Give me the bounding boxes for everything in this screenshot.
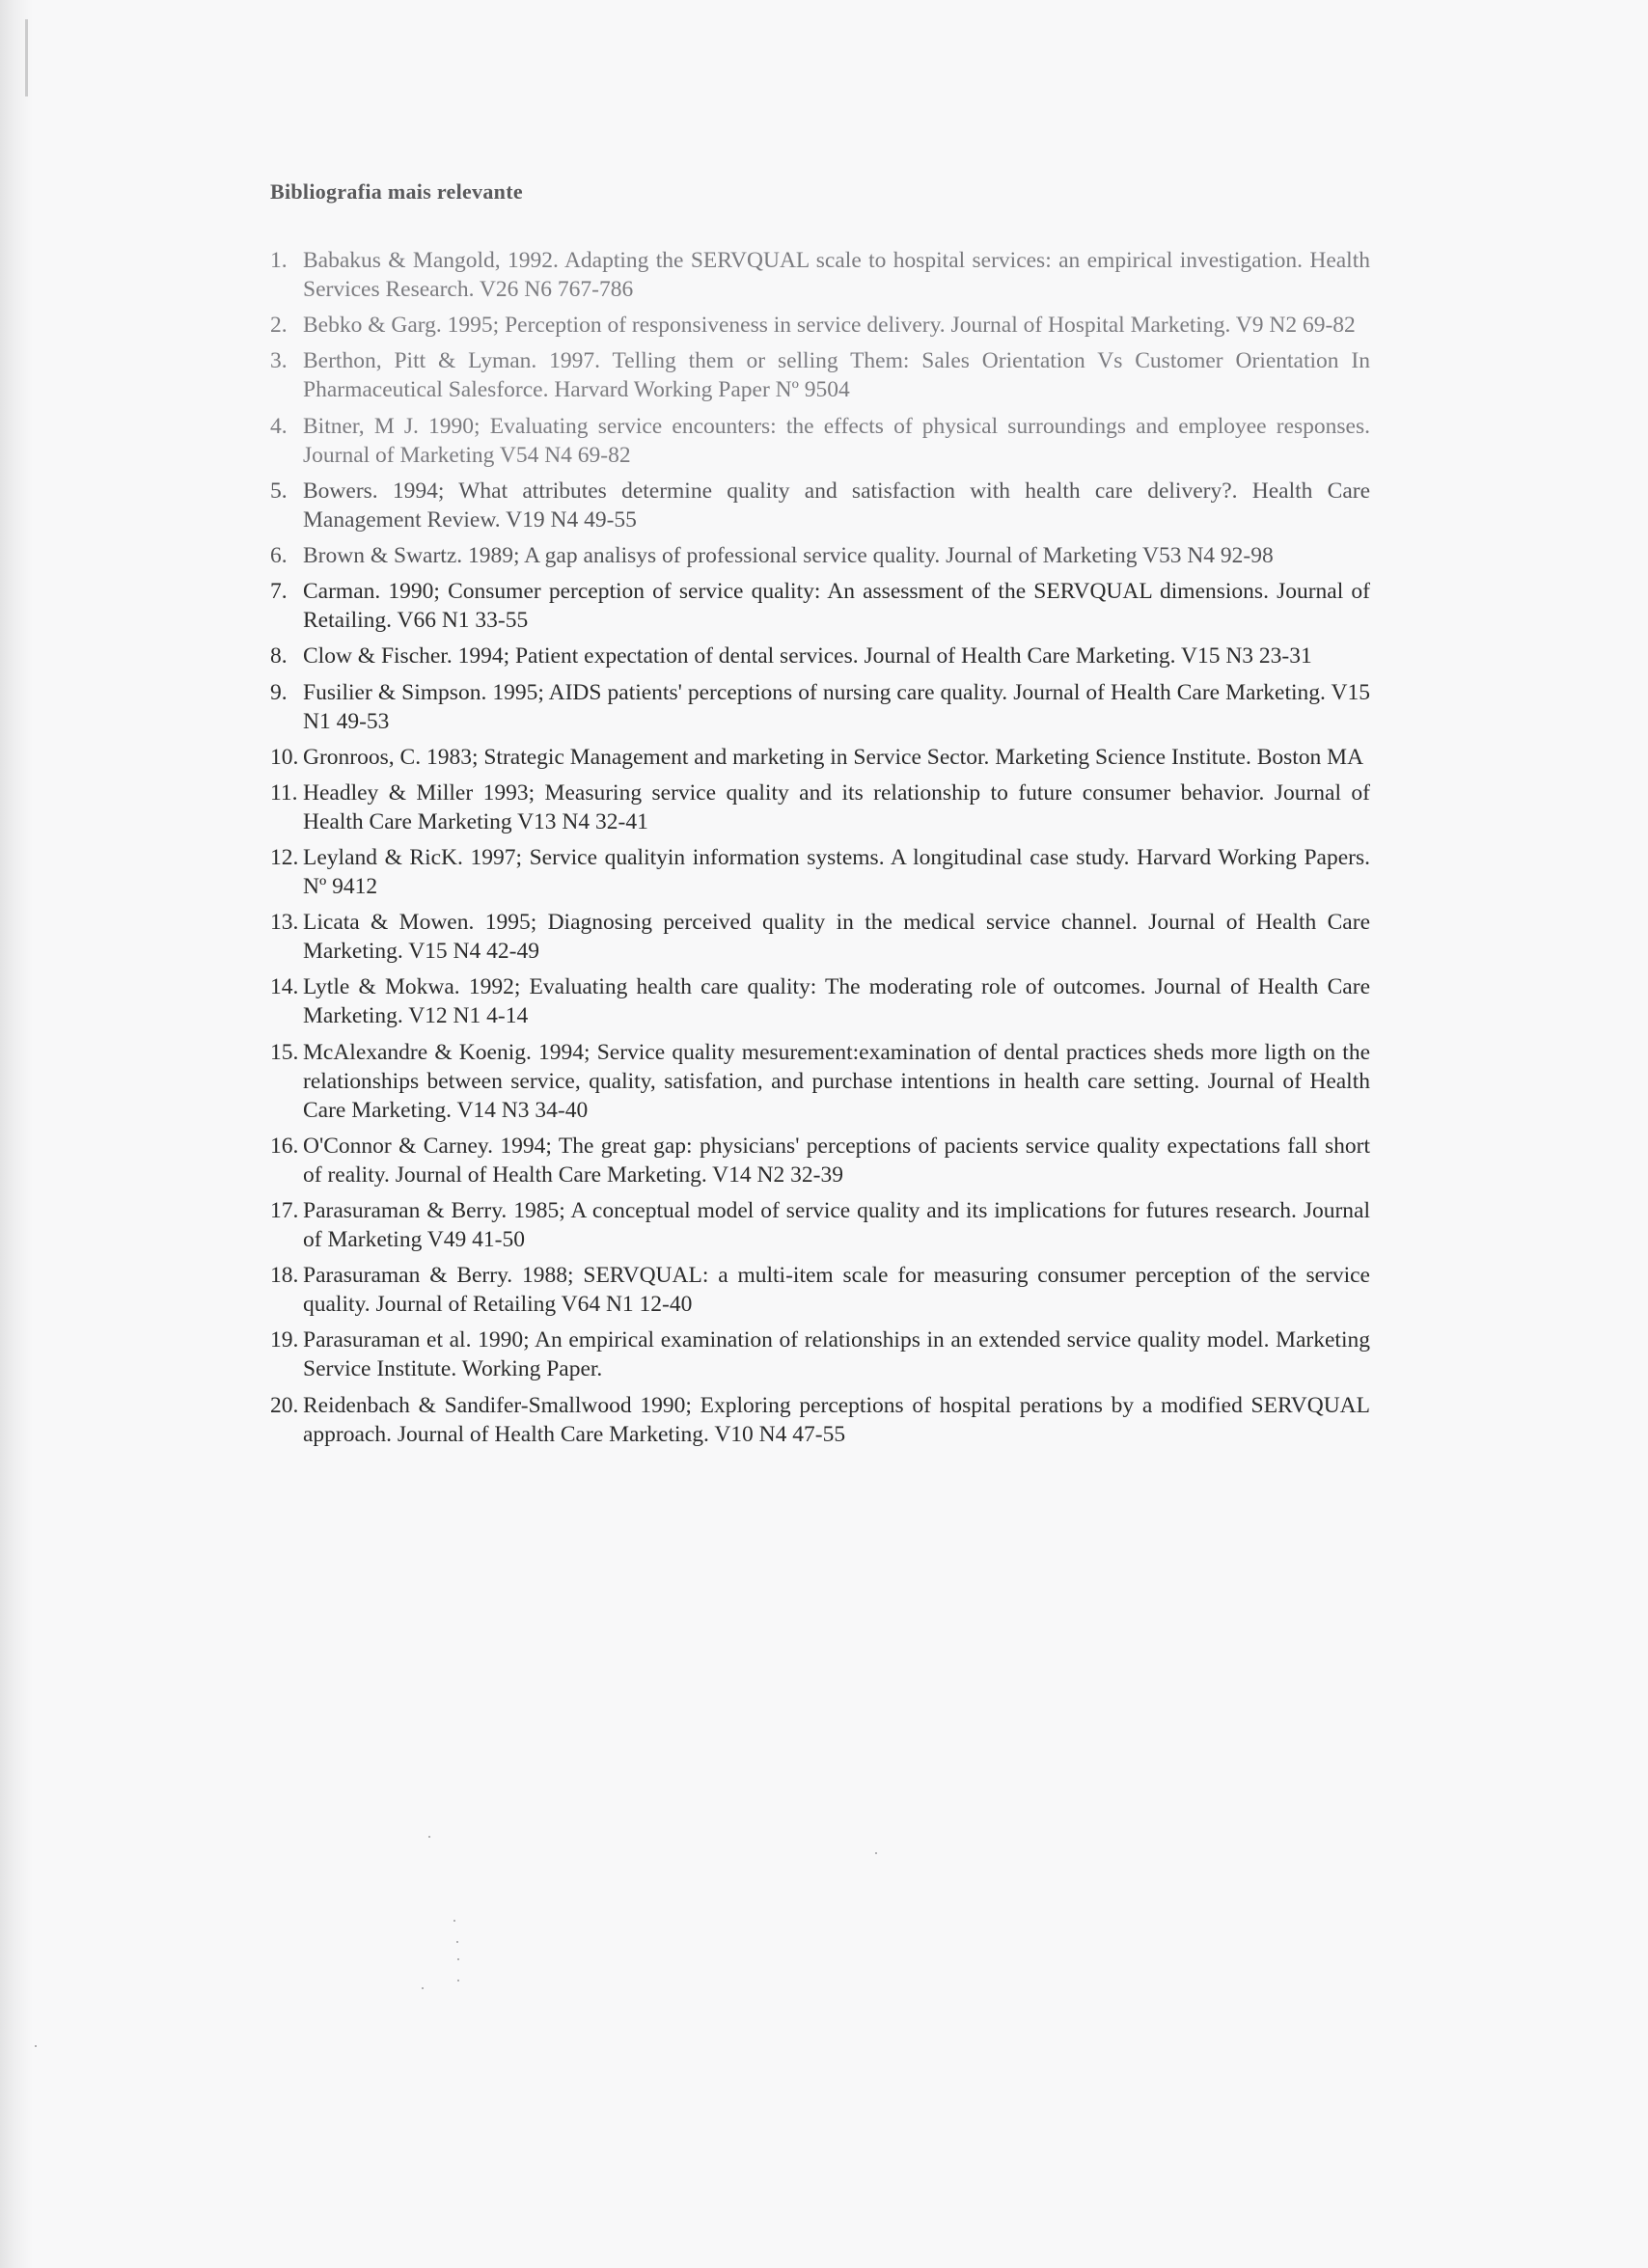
scan-speck [35,2045,37,2047]
reference-item [270,577,1370,635]
reference-item [270,1391,1370,1449]
page-heading: Bibliografia mais relevante [270,179,523,204]
reference-item [270,908,1370,966]
reference-number: 4. [270,413,288,439]
reference-item [270,1325,1370,1383]
reference-number: 16. [270,1133,299,1159]
reference-item [270,477,1370,534]
reference-item [270,346,1370,404]
reference-text: Licata & Mowen. 1995; Diagnosing perceived quality in the medical service channel. Journal of Health Care Marketing. V15 N4 42-49 [303,910,1370,965]
reference-number: 15. [270,1039,299,1065]
reference-item [270,678,1370,736]
scan-speck [457,1980,459,1981]
binding-shadow [0,0,33,2268]
reference-text: Parasuraman & Berry. 1988; SERVQUAL: a multi-item scale for measuring consumer perception of the service quality. Journal of Retailing V64 N1 12-40 [303,1263,1370,1318]
reference-item [270,1261,1370,1319]
reference-text: Leyland & RicK. 1997; Service qualityin information systems. A longitudinal case study. Harvard Working Papers. Nº 9412 [303,845,1370,900]
reference-item [270,246,1370,304]
reference-number: 1. [270,248,288,273]
reference-text: Headley & Miller 1993; Measuring service quality and its relationship to future consumer behavior. Journal of Health Care Marketing V13 N4 32-41 [303,779,1370,834]
reference-list [270,246,1370,1456]
reference-number: 5. [270,478,288,504]
reference-text: Reidenbach & Sandifer-Smallwood 1990; Exploring perceptions of hospital perations by a modified SERVQUAL approach. Journal of Health Care Marketing. V10 N4 47-55 [303,1392,1370,1447]
reference-item [270,972,1370,1030]
reference-item [270,311,1370,340]
reference-number: 9. [270,679,288,705]
reference-text: Gronroos, C. 1983; Strategic Management and marketing in Service Sector. Marketing Science Institute. Boston MA [303,744,1364,770]
reference-number: 13. [270,910,299,936]
reference-number: 7. [270,579,288,605]
scan-speck [875,1852,877,1854]
scan-edge-mark [25,19,28,96]
scan-speck [457,1958,459,1960]
reference-item [270,1038,1370,1125]
reference-text: Fusilier & Simpson. 1995; AIDS patients' perceptions of nursing care quality. Journal of Health Care Marketing. V15 N1 49-53 [303,679,1370,734]
reference-text: O'Connor & Carney. 1994; The great gap: physicians' perceptions of pacients service quality expectations fall short of reality. Journal of Health Care Marketing. V14 N2 32-39 [303,1133,1370,1188]
reference-text: Babakus & Mangold, 1992. Adapting the SERVQUAL scale to hospital services: an empirical investigation. Health Services Research. V26 N6 767-786 [303,248,1370,302]
scan-speck [453,1920,455,1922]
scan-speck [422,1987,424,1989]
reference-text: Bitner, M J. 1990; Evaluating service encounters: the effects of physical surroundings and employee responses. Journal of Marketing V54 N4 69-82 [303,413,1370,468]
reference-text: Parasuraman & Berry. 1985; A conceptual model of service quality and its implications for futures research. Journal of Marketing V49 41-50 [303,1198,1370,1252]
reference-text: Berthon, Pitt & Lyman. 1997. Telling them or selling Them: Sales Orientation Vs Customer Orientation In Pharmaceutical Salesforce. Harvard Working Paper Nº 9504 [303,348,1370,403]
reference-number: 2. [270,313,288,339]
reference-number: 14. [270,974,299,1000]
reference-item [270,412,1370,470]
reference-text: Brown & Swartz. 1989; A gap analisys of professional service quality. Journal of Marketing V53 N4 92-98 [303,542,1274,568]
reference-text: Bowers. 1994; What attributes determine quality and satisfaction with health care delivery?. Health Care Management Review. V19 N4 49-55 [303,478,1370,533]
reference-number: 11. [270,779,298,806]
reference-text: Carman. 1990; Consumer perception of service quality: An assessment of the SERVQUAL dimensions. Journal of Retailing. V66 N1 33-55 [303,579,1370,634]
reference-item [270,779,1370,836]
reference-item [270,642,1370,670]
reference-number: 19. [270,1327,299,1353]
reference-number: 6. [270,542,288,568]
reference-item [270,743,1370,772]
reference-text: Clow & Fischer. 1994; Patient expectation of dental services. Journal of Health Care Marketing. V15 N3 23-31 [303,643,1312,669]
reference-item [270,1132,1370,1189]
reference-item [270,1196,1370,1254]
reference-number: 10. [270,744,299,770]
reference-number: 17. [270,1198,299,1223]
reference-item [270,843,1370,901]
reference-item [270,541,1370,570]
reference-text: McAlexandre & Koenig. 1994; Service quality mesurement:examination of dental practices sheds more ligth on the relationships between service, quality, satisfation, and purchase intentions in health care setting. Journal of Health Care Marketing. V14 N3 34-40 [303,1039,1370,1123]
reference-number: 8. [270,643,288,669]
reference-number: 12. [270,845,299,871]
reference-number: 18. [270,1263,299,1289]
scan-speck [428,1836,430,1838]
reference-text: Bebko & Garg. 1995; Perception of responsiveness in service delivery. Journal of Hospital Marketing. V9 N2 69-82 [303,313,1356,339]
scan-speck [456,1941,458,1943]
reference-number: 20. [270,1392,299,1418]
reference-text: Parasuraman et al. 1990; An empirical examination of relationships in an extended service quality model. Marketing Service Institute. Working Paper. [303,1327,1370,1382]
reference-text: Lytle & Mokwa. 1992; Evaluating health care quality: The moderating role of outcomes. Journal of Health Care Marketing. V12 N1 4-14 [303,974,1370,1029]
reference-number: 3. [270,348,288,374]
